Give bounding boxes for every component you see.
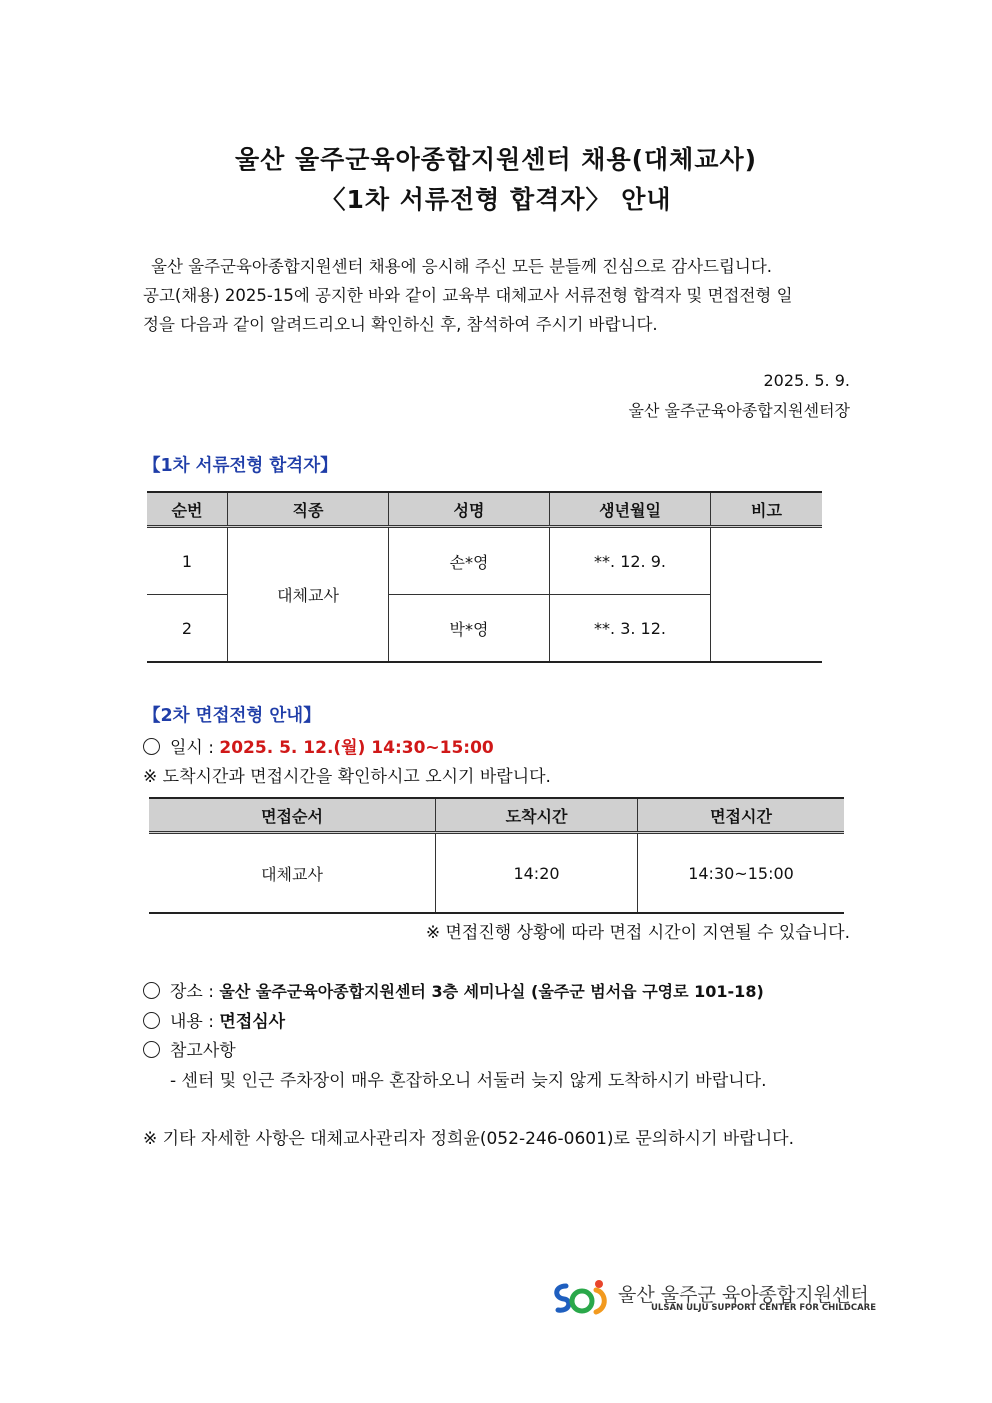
cell-order: 대체교사 xyxy=(149,833,436,914)
place-value: 울산 울주군육아종합지원센터 3층 세미나실 (울주군 범서읍 구영로 101-18) xyxy=(219,982,764,1001)
cell-job: 대체교사 xyxy=(228,527,389,663)
section2-heading: 【2차 면접전형 안내】 xyxy=(143,706,321,726)
col-header: 생년월일 xyxy=(550,492,711,527)
cell-note xyxy=(711,527,823,663)
table-row xyxy=(147,527,822,595)
applicants-table xyxy=(147,491,822,663)
table-row xyxy=(149,833,844,914)
circle-bullet-icon xyxy=(143,982,160,999)
col-header: 성명 xyxy=(389,492,550,527)
contact-note: ※ 기타 자세한 사항은 대체교사관리자 정희윤(052-246-0601)로 문의하시기 바랍니다. xyxy=(143,1129,794,1149)
cell-no: 2 xyxy=(147,595,228,663)
content-label: 내용 : xyxy=(170,1012,214,1032)
cell-name: 박*영 xyxy=(389,595,550,663)
place-line xyxy=(143,977,764,1002)
circle-bullet-icon xyxy=(143,1012,160,1029)
datetime-line xyxy=(143,733,494,758)
col-header: 면접순서 xyxy=(149,798,436,833)
content-line xyxy=(143,1007,285,1032)
col-header: 면접시간 xyxy=(638,798,845,833)
col-header: 순번 xyxy=(147,492,228,527)
intro-paragraph xyxy=(143,252,850,339)
interview-table xyxy=(149,797,844,914)
intro-line: 공고(채용) 2025-15에 공지한 바와 같이 교육부 대체교사 서류전형 합격자 및 면접전형 일 xyxy=(143,286,793,305)
circle-bullet-icon xyxy=(143,1041,160,1058)
intro-line: 정을 다음과 같이 알려드리오니 확인하신 후, 참석하여 주시기 바랍니다. xyxy=(143,315,658,334)
page-title: 울산 울주군육아종합지원센터 채용(대체교사) xyxy=(234,145,758,174)
place-label: 장소 : xyxy=(170,982,214,1002)
datetime-label: 일시 : xyxy=(170,738,214,758)
cell-name: 손*영 xyxy=(389,527,550,595)
cell-interview: 14:30~15:00 xyxy=(638,833,845,914)
col-header: 도착시간 xyxy=(436,798,638,833)
center-logo xyxy=(552,1278,877,1318)
logo-mark-icon xyxy=(552,1278,610,1318)
reference-item: - 센터 및 인근 주차장이 매우 혼잡하오니 서둘러 늦지 않게 도착하시기 바랍니다. xyxy=(170,1071,767,1091)
cell-birth: **. 3. 12. xyxy=(550,595,711,663)
notice-date: 2025. 5. 9. xyxy=(763,371,850,390)
col-header: 직종 xyxy=(228,492,389,527)
circle-bullet-icon xyxy=(143,738,160,755)
delay-note: ※ 면접진행 상황에 따라 면접 시간이 지연될 수 있습니다. xyxy=(425,923,850,943)
cell-arrival: 14:20 xyxy=(436,833,638,914)
col-header: 비고 xyxy=(711,492,823,527)
logo-english: ULSAN ULJU SUPPORT CENTER FOR CHILDCARE xyxy=(651,1303,877,1313)
datetime-value: 2025. 5. 12.(월) 14:30~15:00 xyxy=(219,738,494,758)
cell-birth: **. 12. 9. xyxy=(550,527,711,595)
logo-name: 울산 울주군 육아종합지원센터 xyxy=(618,1284,869,1306)
reference-line xyxy=(143,1036,236,1061)
notice-issuer: 울산 울주군육아종합지원센터장 xyxy=(628,401,850,420)
cell-no: 1 xyxy=(147,527,228,595)
content-value: 면접심사 xyxy=(219,1012,286,1032)
reference-label: 참고사항 xyxy=(170,1041,236,1061)
arrival-note: ※ 도착시간과 면접시간을 확인하시고 오시기 바랍니다. xyxy=(143,767,551,787)
page-subtitle: 〈1차 서류전형 합격자〉 안내 xyxy=(320,185,672,214)
section1-heading: 【1차 서류전형 합격자】 xyxy=(143,456,338,476)
intro-line: 울산 울주군육아종합지원센터 채용에 응시해 주신 모든 분들께 진심으로 감사드립니다. xyxy=(151,257,773,276)
